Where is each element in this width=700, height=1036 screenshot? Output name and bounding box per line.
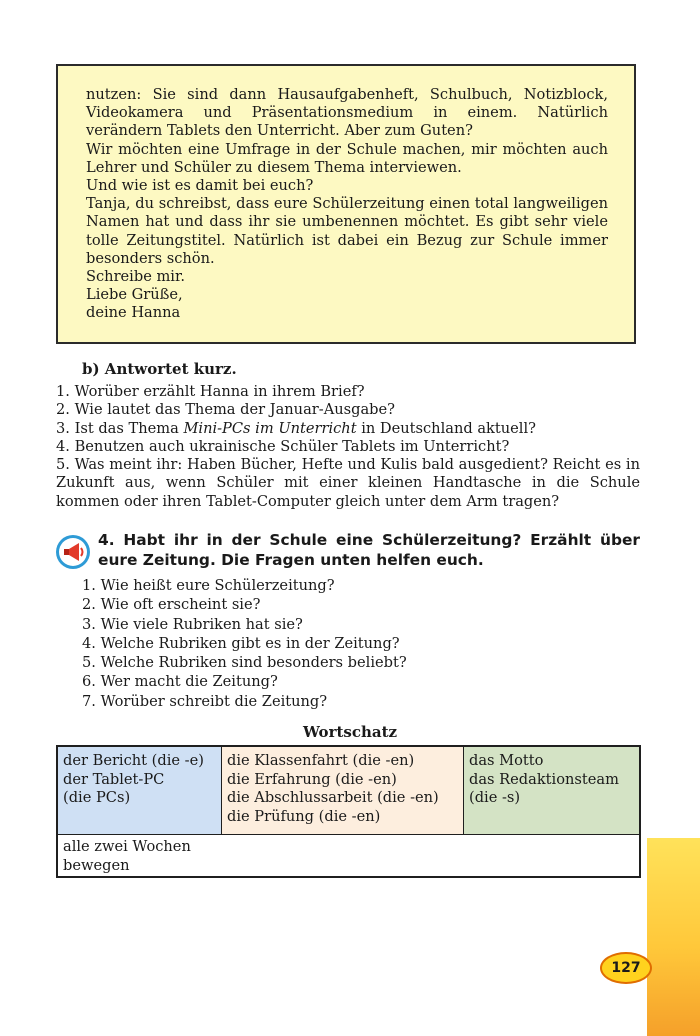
letter-paragraph: nutzen: Sie sind dann Hausaufgabenheft, Schulbuch, Notizblock, Videokamera und Präsentationsmedium in einem. Natürlich verändern Tablets den Unterricht. Aber zum Guten? xyxy=(86,86,608,140)
question-list-4 xyxy=(82,576,622,711)
decorative-stripe xyxy=(647,838,700,1036)
vocab-entry: der Tablet-PC xyxy=(63,770,165,788)
vocab-entry: der Bericht (die -e) xyxy=(63,752,204,769)
task4-heading: 4. Habt ihr in der Schule eine Schülerzeitung? Erzählt über eure Zeitung. Die Fragen unten helfen euch. xyxy=(98,531,640,569)
question-item: 3. Wie viele Rubriken hat sie? xyxy=(82,615,303,633)
question-item: 4. Benutzen auch ukrainische Schüler Tablets im Unterricht? xyxy=(56,437,510,455)
vocab-cell-nouns-masc xyxy=(58,747,222,835)
vocab-entry: die Klassenfahrt (die -en) xyxy=(227,752,415,769)
letter-paragraph: Wir möchten eine Umfrage in der Schule machen, mir möchten auch Lehrer und Schüler zu diesem Thema interviewen. xyxy=(86,140,608,176)
question-item: 2. Wie lautet das Thema der Januar-Ausgabe? xyxy=(56,401,395,419)
vocab-entry: (die -s) xyxy=(469,789,521,807)
question-item: 5. Was meint ihr: Haben Bücher, Hefte und Kulis bald ausgedient? Reicht es in Zukunft aus, wenn Schüler mit einer kleinen Handtasche in die Schule kommen oder ihren Tablet-Computer gleich unter dem Arm tragen? xyxy=(56,456,640,510)
question-item: 1. Wie heißt eure Schülerzeitung? xyxy=(82,577,335,594)
megaphone-icon xyxy=(55,534,91,570)
vocab-cell-nouns-neut xyxy=(464,747,639,835)
vocab-entry: (die PCs) xyxy=(63,789,131,807)
letter-paragraph: Und wie ist es damit bei euch? xyxy=(86,177,314,195)
letter-paragraph: Tanja, du schreibst, dass eure Schülerzeitung einen total langweiligen Namen hat und dass ihr sie umbenennen möchtet. Es gibt sehr viele tolle Zeitungstitel. Natürlich ist dabei ein Bezug zur Schule immer besonders schön. xyxy=(86,195,608,267)
page-number: 127 xyxy=(611,960,641,976)
vocab-entry: die Abschlussarbeit (die -en) xyxy=(227,789,439,807)
page-number-badge xyxy=(600,952,652,984)
vocab-cell-other xyxy=(58,835,639,876)
vocab-entry: alle zwei Wochen xyxy=(63,838,191,855)
vocab-title: Wortschatz xyxy=(302,723,398,741)
vocab-cell-nouns-fem xyxy=(222,747,464,835)
letter-closing: Schreibe mir. xyxy=(86,268,185,286)
vocab-entry: das Motto xyxy=(469,752,544,769)
question-text: 3. Ist das Thema xyxy=(56,419,184,437)
question-item: 7. Worüber schreibt die Zeitung? xyxy=(82,692,328,710)
vocab-table xyxy=(56,745,641,878)
vocab-entry: die Prüfung (die -en) xyxy=(227,807,381,825)
question-item: 4. Welche Rubriken gibt es in der Zeitung? xyxy=(82,634,400,652)
letter-signature: deine Hanna xyxy=(86,304,181,322)
vocab-entry: bewegen xyxy=(63,856,130,874)
question-text: in Deutschland aktuell? xyxy=(356,419,536,437)
letter-greeting: Liebe Grüße, xyxy=(86,286,183,304)
question-item xyxy=(56,420,640,438)
section-b-heading: b) Antwortet kurz. xyxy=(82,360,237,378)
question-item: 1. Worüber erzählt Hanna in ihrem Brief? xyxy=(56,383,365,400)
question-item: 5. Welche Rubriken sind besonders beliebt? xyxy=(82,654,407,672)
question-item: 2. Wie oft erscheint sie? xyxy=(82,596,261,614)
question-item: 6. Wer macht die Zeitung? xyxy=(82,673,278,691)
letter-box xyxy=(56,64,636,344)
vocab-entry: das Redaktionsteam xyxy=(469,770,619,788)
vocab-entry: die Erfahrung (die -en) xyxy=(227,770,397,788)
question-italic-term: Mini-PCs im Unterricht xyxy=(183,419,357,437)
question-list-b xyxy=(56,383,640,511)
